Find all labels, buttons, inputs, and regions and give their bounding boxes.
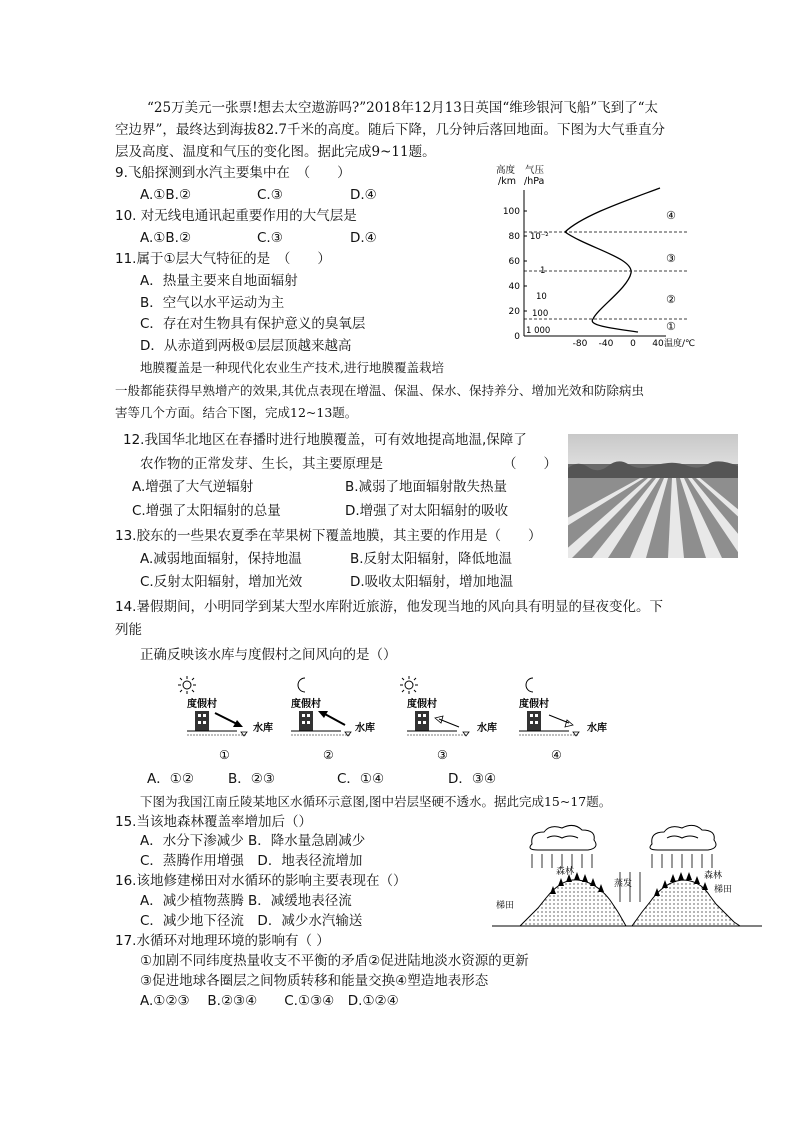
panel-3 (400, 676, 497, 762)
wind-direction-panels (175, 675, 615, 765)
q15-options-ab: A．水分下渗减少 B．降水量急剧减少 (140, 833, 366, 849)
x-tick-0: 0 (630, 339, 636, 349)
panel-1-reservoir: 水库 (253, 723, 273, 734)
q12-option-a: A.增强了大气逆辐射 (132, 479, 254, 495)
q17-stem: 17.水循环对地理环境的影响有（ ） (115, 933, 330, 949)
rain-arrows (532, 854, 712, 868)
q17-line-2: ③促进地球各圈层之间物质转移和能量交换④塑造地表形态 (140, 973, 489, 989)
pressure-0.01: 10⁻² (530, 232, 549, 242)
q9-option-c: C.③ (257, 187, 283, 203)
panel-2-reservoir: 水库 (355, 723, 375, 734)
panel-2 (291, 678, 375, 762)
q12-stem-1: 12.我国华北地区在春播时进行地膜覆盖，可有效地提高地温,保障了 (123, 432, 527, 448)
panel-4-village: 度假村 (519, 699, 549, 710)
sun-icon (400, 676, 418, 694)
panel-1-village: 度假村 (187, 699, 217, 710)
panel-3-number: ③ (437, 748, 448, 762)
pressure-label: 气压 (525, 165, 545, 176)
q9-stem: 9.飞船探测到水汽主要集中在 （ ） (115, 165, 351, 181)
q10-option-c: C.③ (257, 230, 283, 246)
q15-stem: 15.当该地森林覆盖率增加后（） (115, 814, 312, 830)
y-tick-labels (503, 207, 520, 342)
panel-4-number: ④ (551, 748, 562, 762)
q14-stem-3: 正确反映该水库与度假村之间风向的是（） (140, 647, 397, 663)
q10-stem: 10. 对无线电通讯起重要作用的大气层是 (115, 208, 357, 224)
wind-arrow (549, 715, 569, 723)
panel-1 (178, 676, 273, 762)
q14-stem-2: 列能 (115, 622, 142, 638)
panel-2-number: ② (323, 748, 334, 762)
plastic-mulch-photo (568, 434, 738, 558)
q12-stem-2: 农作物的正常发芽、生长，其主要原理是 (140, 456, 383, 472)
q13-option-c: C.反射太阳辐射，增加光效 (140, 574, 303, 590)
y-tick-100: 100 (502, 207, 520, 217)
pressure-1: 1 (540, 266, 546, 276)
layer-2: ② (666, 293, 676, 306)
layer-4: ④ (666, 209, 676, 222)
x-tick-labels (573, 339, 664, 349)
y-tick-60: 60 (508, 257, 520, 267)
q14-option-c: C．①④ (337, 771, 385, 787)
intro2-line-2: 一般都能获得早熟增产的效果,其优点表现在增温、保温、保水、保持养分、增加光效和防除病虫 (115, 383, 644, 398)
atmosphere-chart (488, 160, 708, 350)
q10-option-d: D.④ (350, 230, 377, 246)
q16-options-cd: C．减少地下径流 D．减少水汽输送 (140, 913, 363, 929)
height-label: 高度 (496, 165, 516, 176)
x-tick-m40: -40 (598, 339, 614, 349)
panel-3-reservoir: 水库 (477, 723, 497, 734)
q9-option-ab: A.①B.② (140, 187, 192, 203)
q12-option-d: D.增强了对太阳辐射的吸收 (345, 503, 509, 519)
pressure-100: 100 (532, 309, 549, 319)
q11-option-b: B．空气以水平运动为主 (140, 295, 285, 311)
pressure-unit: /hPa (524, 176, 545, 187)
layer-boundaries (524, 232, 688, 319)
q14-option-b: B．②③ (228, 771, 275, 787)
panel-3-village: 度假村 (407, 699, 437, 710)
panel-4-reservoir: 水库 (587, 723, 607, 734)
pressure-labels (526, 232, 550, 336)
height-unit: /km (498, 176, 516, 187)
cloud-left (530, 825, 596, 850)
q9-option-d: D.④ (350, 187, 377, 203)
q17-options: A.①②③ B.②③④ C.①③④ D.①②④ (140, 993, 399, 1009)
q11-option-d: D．从赤道到两极①层层顶越来越高 (140, 338, 352, 354)
y-tick-0: 0 (514, 332, 520, 342)
y-tick-80: 80 (508, 232, 520, 242)
cloud-right (650, 825, 716, 850)
q13-option-d: D.吸收太阳辐射，增加地温 (350, 574, 514, 590)
q13-stem: 13.胶东的一些果农夏季在苹果树下覆盖地膜，其主要的作用是（ ） (115, 528, 542, 544)
terrace-label-left: 梯田 (496, 901, 515, 911)
forest-label-left: 森林 (556, 867, 575, 877)
moon-icon (526, 678, 533, 692)
intro2-line-1: 地膜覆盖是一种现代化农业生产技术,进行地膜覆盖栽培 (140, 360, 444, 375)
y-tick-20: 20 (508, 307, 520, 317)
intro-line-3: 层及高度、温度和气压的变化图。据此完成9~11题。 (115, 144, 436, 160)
pressure-1000: 1 000 (526, 326, 551, 336)
intro-line-1: “25万美元一张票!想去太空遨游吗?”2018年12月13日英国“维珍银河飞船”飞到了“太 (147, 100, 659, 116)
layer-1: ① (666, 320, 676, 333)
q11-stem: 11.属于①层大气特征的是 （ ） (115, 251, 331, 267)
q15-options-cd: C．蒸腾作用增强 D．地表径流增加 (140, 853, 363, 869)
q14-option-d: D．③④ (448, 771, 497, 787)
sun-icon (178, 676, 196, 694)
x-tick-40: 40 (652, 339, 664, 349)
temperature-curve (565, 188, 660, 332)
panel-4 (519, 678, 607, 762)
temperature-label: 温度/℃ (664, 339, 696, 349)
panel-1-number: ① (219, 748, 230, 762)
x-tick-m80: -80 (572, 339, 588, 349)
q14-stem-1: 14.暑假期间，小明同学到某大型水库附近旅游，他发现当地的风向具有明显的昼夜变化。下 (115, 599, 663, 615)
intro3-line-1: 下图为我国江南丘陵某地区水循环示意图,图中岩层坚硬不透水。据此完成15~17题。 (140, 794, 612, 809)
forest-label-right: 森林 (704, 871, 723, 881)
q12-paren: （ ） (503, 456, 557, 472)
hill-left (520, 880, 626, 926)
intro2-line-3: 害等几个方面。结合下图，完成12~13题。 (115, 405, 358, 420)
q10-option-ab: A.①B.② (140, 230, 192, 246)
pressure-10: 10 (536, 292, 547, 302)
layer-3: ③ (666, 252, 676, 265)
q11-option-c: C．存在对生物具有保护意义的臭氧层 (140, 316, 366, 332)
terrace-label-right: 梯田 (714, 885, 733, 895)
q12-option-b: B.减弱了地面辐射散失热量 (345, 479, 508, 495)
q13-option-b: B.反射太阳辐射，降低地温 (350, 551, 513, 567)
y-tick-40: 40 (508, 282, 520, 292)
moon-icon (298, 678, 305, 692)
water-cycle-figure (492, 822, 762, 932)
q17-line-1: ①加剧不同纬度热量收支不平衡的矛盾②促进陆地淡水资源的更新 (140, 953, 529, 969)
wind-arrow (323, 713, 345, 725)
q12-option-c: C.增强了太阳辐射的总量 (132, 503, 281, 519)
q13-option-a: A.减弱地面辐射，保持地温 (140, 551, 302, 567)
q14-option-a: A．①② (147, 771, 194, 787)
panel-2-village: 度假村 (291, 699, 321, 710)
q11-option-a: A．热量主要来自地面辐射 (140, 273, 298, 289)
intro-line-2: 空边界”，最终达到海拔82.7千米的高度。随后下降，几分钟后落回地面。下图为大气垂直分 (115, 122, 665, 138)
q16-options-ab: A．减少植物蒸腾 B．减缓地表径流 (140, 893, 352, 909)
evaporation-label: 蒸发 (614, 879, 633, 889)
q16-stem: 16.该地修建梯田对水循环的影响主要表现在（） (115, 873, 407, 889)
